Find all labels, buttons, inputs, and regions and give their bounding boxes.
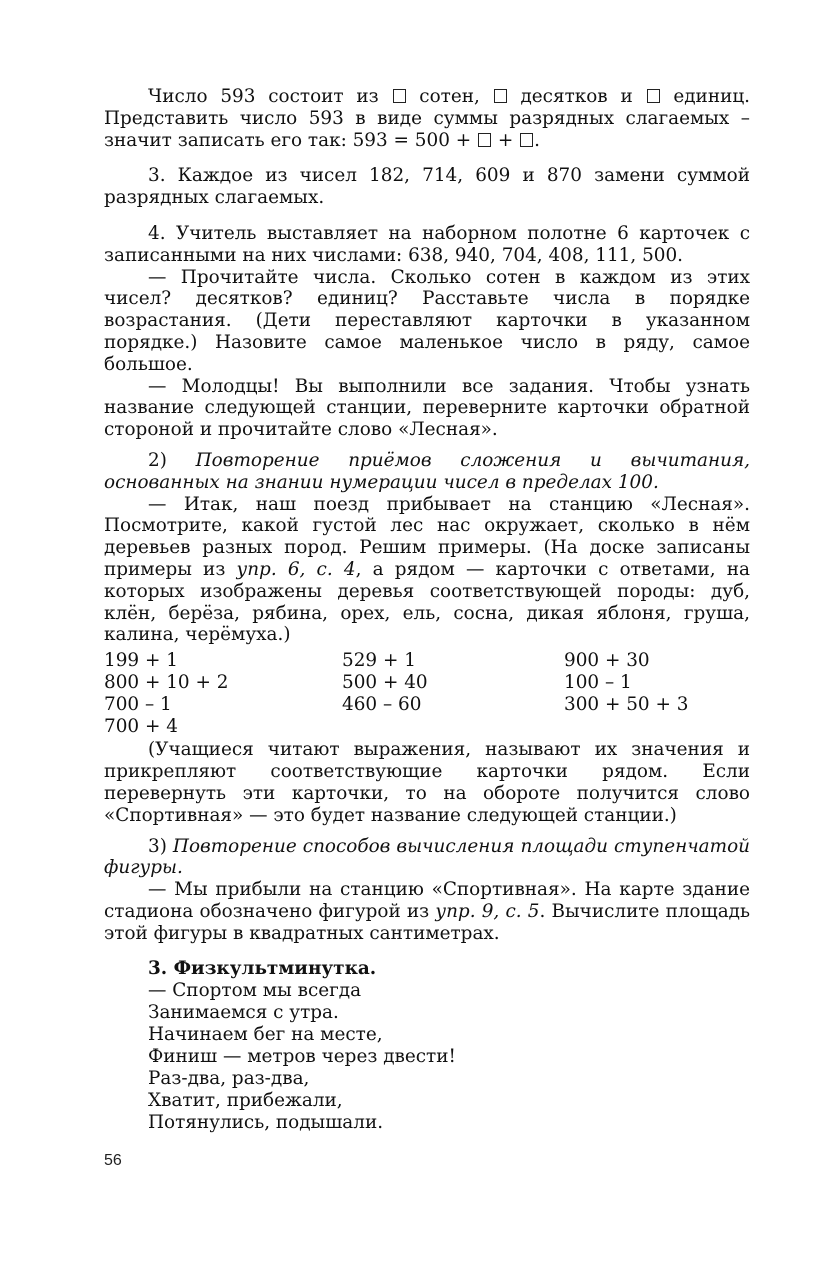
intro-text: сотен, (406, 86, 493, 107)
section-number: 3) (148, 835, 173, 857)
section-number: 2) (148, 449, 196, 471)
text-run: . Вычислите площадь этой фигуры в квадратных сантиметрах. (104, 900, 750, 944)
poem-line: Занимаемся с утра. (148, 1002, 339, 1024)
exercise-reference: упр. 9, с. 5 (435, 900, 540, 922)
blank-box-icon (647, 89, 660, 103)
example-expression (564, 716, 750, 738)
poem-line: — Спортом мы всегда (148, 980, 362, 1002)
blank-box-icon (393, 89, 406, 103)
example-expression: 100 – 1 (564, 671, 632, 693)
example-expression: 199 + 1 (104, 650, 178, 672)
example-expression (342, 716, 564, 738)
section-3-heading (104, 836, 750, 880)
section-2-paragraph (104, 494, 750, 647)
intro-text: . (534, 129, 540, 151)
intro-text: единиц. Представить число 593 в виде суммы разрядных слагаемых – значит записать его так: 593 = 500 + (104, 86, 751, 151)
task-4-conclusion: — Молодцы! Вы выполнили все задания. Чтобы узнать название следующей станции, переверните карточки обратной стороной и прочитайте слово «Лесная». (104, 375, 750, 441)
example-expression: 300 + 50 + 3 (564, 693, 689, 715)
poem-line: Раз-два, раз-два, (148, 1068, 310, 1090)
poem (104, 980, 750, 1134)
example-expression: 500 + 40 (342, 671, 428, 693)
page-number: 56 (104, 1152, 122, 1169)
section-3-paragraph (104, 879, 750, 944)
poem-line: Начинаем бег на месте, (148, 1024, 383, 1046)
poem-line: Потянулись, подышали. (148, 1112, 384, 1134)
section-2-heading (104, 450, 750, 494)
example-expression: 529 + 1 (342, 650, 416, 672)
intro-text: + (492, 129, 520, 151)
exercise-reference: упр. 6, с. 4 (236, 558, 356, 580)
example-expression: 900 + 30 (564, 650, 650, 672)
poem-line: Хватит, прибежали, (148, 1090, 343, 1112)
task-4-paragraph: 4. Учитель выставляет на наборном полотне 6 карточек с записанными на них числами: 638, 940, 704, 408, 111, 500. (104, 222, 750, 266)
intro-text: Число 593 состоит из (148, 86, 392, 107)
poem-line: Финиш — метров через двести! (148, 1046, 456, 1068)
task-4-questions: — Прочитайте числа. Сколько сотен в каждом из этих чисел? десятков? единиц? Расставьте числа в порядке возрастания. (Дети переставляют карточки в указанном порядке.) Назовите самое маленькое число в ряду, самое большое. (104, 266, 750, 375)
section-title: Повторение способов вычисления площади ступенчатой фигуры. (104, 835, 750, 879)
examples-grid (104, 650, 750, 737)
example-expression: 460 – 60 (342, 693, 422, 715)
blank-box-icon (520, 133, 533, 147)
blank-box-icon (494, 89, 507, 103)
text-run: , а рядом — карточки с ответами, на которых изображены деревья соответствующей породы: дуб, клён, берёза, рябина, орех, ель, сосна, дикая яблоня, груша, калина, черёмуха.) (104, 558, 751, 646)
example-expression: 700 – 1 (104, 693, 172, 715)
text-run: — Итак, наш поезд прибывает на станцию «Лесная». Посмотрите, какой густой лес нас окружает, сколько в нём деревьев разных пород. Решим примеры. (На доске записаны примеры из (104, 493, 750, 580)
textbook-page (104, 86, 750, 1134)
intro-text: десятков и (507, 86, 646, 107)
text-run: — Мы прибыли на станцию «Спортивная». На карте здание стадиона обозначено фигурой из (104, 879, 750, 922)
fizkult-heading: 3. Физкультминутка. (148, 958, 377, 980)
intro-paragraph (104, 86, 750, 151)
section-title: Повторение приёмов сложения и вычитания, основанных на знании нумерации чисел в пределах 100. (104, 449, 750, 493)
example-expression: 800 + 10 + 2 (104, 671, 229, 693)
section-2-closing: (Учащиеся читают выражения, называют их значения и прикрепляют соответствующие карточки рядом. Если перевернуть эти карточки, то на обороте получится слово «Спортивная» — это будет название следующей станции.) (104, 739, 750, 826)
task-3-paragraph: 3. Каждое из чисел 182, 714, 609 и 870 замени суммой разрядных слагаемых. (104, 165, 750, 209)
blank-box-icon (478, 133, 491, 147)
example-expression: 700 + 4 (104, 715, 178, 737)
